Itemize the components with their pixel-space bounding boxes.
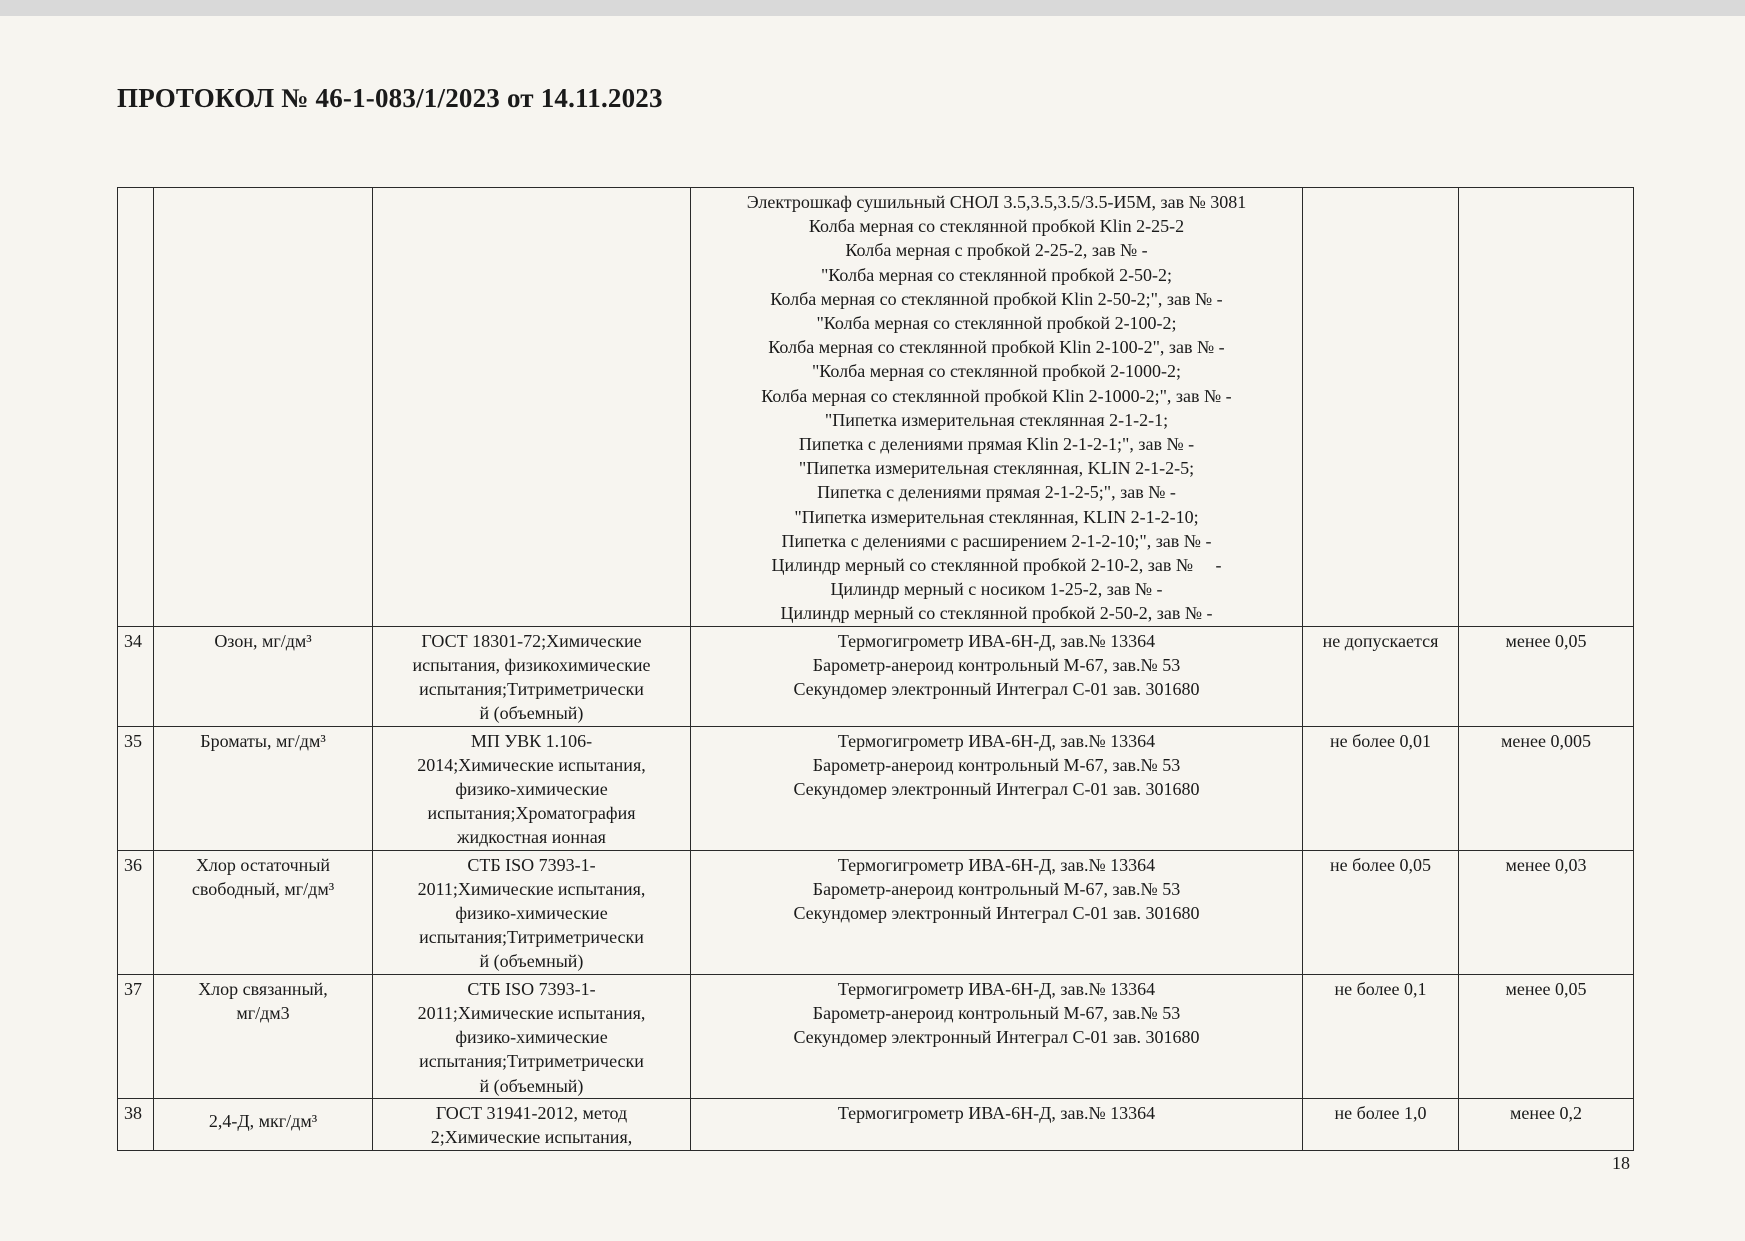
- equipment-line: Колба мерная со стеклянной пробкой Klin 2-25-2: [808, 216, 1185, 237]
- method-line: ГОСТ 31941-2012, метод: [435, 1102, 628, 1123]
- method-line: й (объемный): [479, 703, 584, 724]
- indicator-line: Хлор остаточный: [195, 854, 331, 875]
- table-row: [118, 1098, 1634, 1150]
- document-page: [0, 16, 1745, 1241]
- row-number-cell: [118, 188, 154, 627]
- equipment-line: Термогигрометр ИВА-6Н-Д, зав.№ 13364: [837, 854, 1156, 875]
- indicator-line: свободный, мг/дм³: [191, 878, 335, 899]
- row-number-cell: 37: [118, 974, 154, 1098]
- method-cell: [373, 626, 691, 726]
- equipment-cell: [691, 188, 1303, 627]
- equipment-line: Колба мерная со стеклянной пробкой Klin 2-1000-2;", зав № -: [761, 385, 1232, 406]
- page-title: ПРОТОКОЛ № 46-1-083/1/2023 от 14.11.2023: [117, 83, 663, 113]
- table-row: [118, 974, 1634, 1098]
- equipment-line: Термогигрометр ИВА-6Н-Д, зав.№ 13364: [837, 978, 1156, 999]
- indicator-cell: [154, 626, 373, 726]
- row-number-cell: 36: [118, 850, 154, 974]
- method-line: ГОСТ 18301-72;Химические: [421, 630, 642, 651]
- equipment-line: Барометр-анероид контрольный М-67, зав.№ 53: [812, 754, 1181, 775]
- result-cell: менее 0,005: [1459, 726, 1634, 850]
- method-line: СТБ ISO 7393-1-: [467, 978, 596, 999]
- norm-cell: не более 1,0: [1303, 1098, 1459, 1150]
- method-line: 2011;Химические испытания,: [417, 878, 646, 899]
- method-line: й (объемный): [479, 1075, 584, 1096]
- equipment-line: Колба мерная со стеклянной пробкой Klin 2-50-2;", зав № -: [770, 288, 1223, 309]
- method-cell: [373, 974, 691, 1098]
- method-line: 2014;Химические испытания,: [417, 754, 646, 775]
- page-number: 18: [1612, 1153, 1630, 1173]
- equipment-cell: [691, 626, 1303, 726]
- method-line: испытания;Хроматография: [427, 803, 636, 824]
- equipment-cell: [691, 974, 1303, 1098]
- table-row: [118, 850, 1634, 974]
- equipment-line: Термогигрометр ИВА-6Н-Д, зав.№ 13364: [837, 630, 1156, 651]
- norm-cell: не более 0,01: [1303, 726, 1459, 850]
- equipment-line: Секундомер электронный Интеграл С-01 зав. 301680: [793, 779, 1200, 800]
- norm-cell: не более 0,1: [1303, 974, 1459, 1098]
- norm-cell: [1303, 188, 1459, 627]
- method-line: испытания;Титриметрически: [419, 927, 644, 948]
- method-cell: [373, 188, 691, 627]
- row-number-cell: 35: [118, 726, 154, 850]
- indicator-line: Озон, мг/дм³: [214, 630, 312, 651]
- row-number-cell: 34: [118, 626, 154, 726]
- result-cell: менее 0,2: [1459, 1098, 1634, 1150]
- table-row: [118, 626, 1634, 726]
- method-line: й (объемный): [479, 951, 584, 972]
- equipment-line: Пипетка с делениями прямая 2-1-2-5;", зав № -: [817, 482, 1176, 503]
- indicator-cell: [154, 974, 373, 1098]
- equipment-line: "Колба мерная со стеклянной пробкой 2-50-2;: [820, 264, 1173, 285]
- equipment-line: Секундомер электронный Интеграл С-01 зав. 301680: [793, 903, 1200, 924]
- indicator-cell: [154, 1098, 373, 1150]
- method-line: 2;Химические испытания,: [430, 1126, 633, 1147]
- method-cell: [373, 850, 691, 974]
- equipment-line: Пипетка с делениями с расширением 2-1-2-10;", зав № -: [781, 530, 1212, 551]
- equipment-line: Барометр-анероид контрольный М-67, зав.№ 53: [812, 654, 1181, 675]
- equipment-line: Барометр-анероид контрольный М-67, зав.№ 53: [812, 878, 1181, 899]
- equipment-line: Барометр-анероид контрольный М-67, зав.№ 53: [812, 1002, 1181, 1023]
- method-cell: [373, 726, 691, 850]
- method-line: испытания, физикохимические: [412, 654, 651, 675]
- equipment-line: Секундомер электронный Интеграл С-01 зав. 301680: [793, 679, 1200, 700]
- result-cell: менее 0,03: [1459, 850, 1634, 974]
- method-line: СТБ ISO 7393-1-: [467, 854, 596, 875]
- equipment-cell: [691, 1098, 1303, 1150]
- method-line: МП УВК 1.106-: [470, 730, 593, 751]
- norm-cell: не допускается: [1303, 626, 1459, 726]
- indicator-line: 2,4-Д, мкг/дм³: [208, 1110, 318, 1131]
- equipment-line: "Пипетка измерительная стеклянная, KLIN 2-1-2-5;: [798, 458, 1195, 479]
- equipment-line: Термогигрометр ИВА-6Н-Д, зав.№ 13364: [837, 730, 1156, 751]
- indicator-cell: [154, 850, 373, 974]
- table-row: [118, 726, 1634, 850]
- result-cell: менее 0,05: [1459, 626, 1634, 726]
- indicator-line: Хлор связанный,: [198, 978, 328, 999]
- method-line: физико-химические: [455, 903, 608, 924]
- equipment-line: "Колба мерная со стеклянной пробкой 2-1000-2;: [811, 361, 1182, 382]
- equipment-line: Колба мерная с пробкой 2-25-2, зав № -: [845, 240, 1148, 261]
- equipment-cell: [691, 726, 1303, 850]
- row-number-cell: 38: [118, 1098, 154, 1150]
- equipment-line: Термогигрометр ИВА-6Н-Д, зав.№ 13364: [837, 1102, 1156, 1123]
- equipment-cell: [691, 850, 1303, 974]
- indicator-line: мг/дм3: [236, 1002, 290, 1023]
- result-cell: [1459, 188, 1634, 627]
- method-line: испытания;Титриметрически: [419, 1051, 644, 1072]
- results-table: [117, 187, 1634, 1151]
- equipment-line: "Пипетка измерительная стеклянная 2-1-2-1;: [824, 409, 1169, 430]
- norm-cell: не более 0,05: [1303, 850, 1459, 974]
- equipment-line: Колба мерная со стеклянной пробкой Klin 2-100-2", зав № -: [768, 337, 1225, 358]
- equipment-line: Секундомер электронный Интеграл С-01 зав. 301680: [793, 1027, 1200, 1048]
- method-line: 2011;Химические испытания,: [417, 1002, 646, 1023]
- result-cell: менее 0,05: [1459, 974, 1634, 1098]
- method-line: физико-химические: [455, 779, 608, 800]
- method-line: жидкостная ионная: [457, 827, 606, 848]
- indicator-line: Броматы, мг/дм³: [200, 730, 326, 751]
- equipment-line: Цилиндр мерный со стеклянной пробкой 2-10-2, зав № -: [771, 555, 1222, 576]
- method-cell: [373, 1098, 691, 1150]
- indicator-cell: [154, 726, 373, 850]
- method-line: испытания;Титриметрически: [419, 679, 644, 700]
- equipment-line: Цилиндр мерный с носиком 1-25-2, зав № -: [830, 579, 1163, 600]
- equipment-line: Пипетка с делениями прямая Klin 2-1-2-1;", зав № -: [798, 434, 1195, 455]
- equipment-line: "Колба мерная со стеклянной пробкой 2-100-2;: [816, 313, 1177, 334]
- table-row-continuation: [118, 188, 1634, 627]
- equipment-line: "Пипетка измерительная стеклянная, KLIN 2-1-2-10;: [794, 506, 1199, 527]
- method-line: физико-химические: [455, 1027, 608, 1048]
- equipment-line: Электрошкаф сушильный СНОЛ 3.5,3.5,3.5/3.5-И5М, зав № 3081: [746, 192, 1247, 212]
- indicator-cell: [154, 188, 373, 627]
- equipment-line: Цилиндр мерный со стеклянной пробкой 2-50-2, зав № -: [780, 603, 1213, 624]
